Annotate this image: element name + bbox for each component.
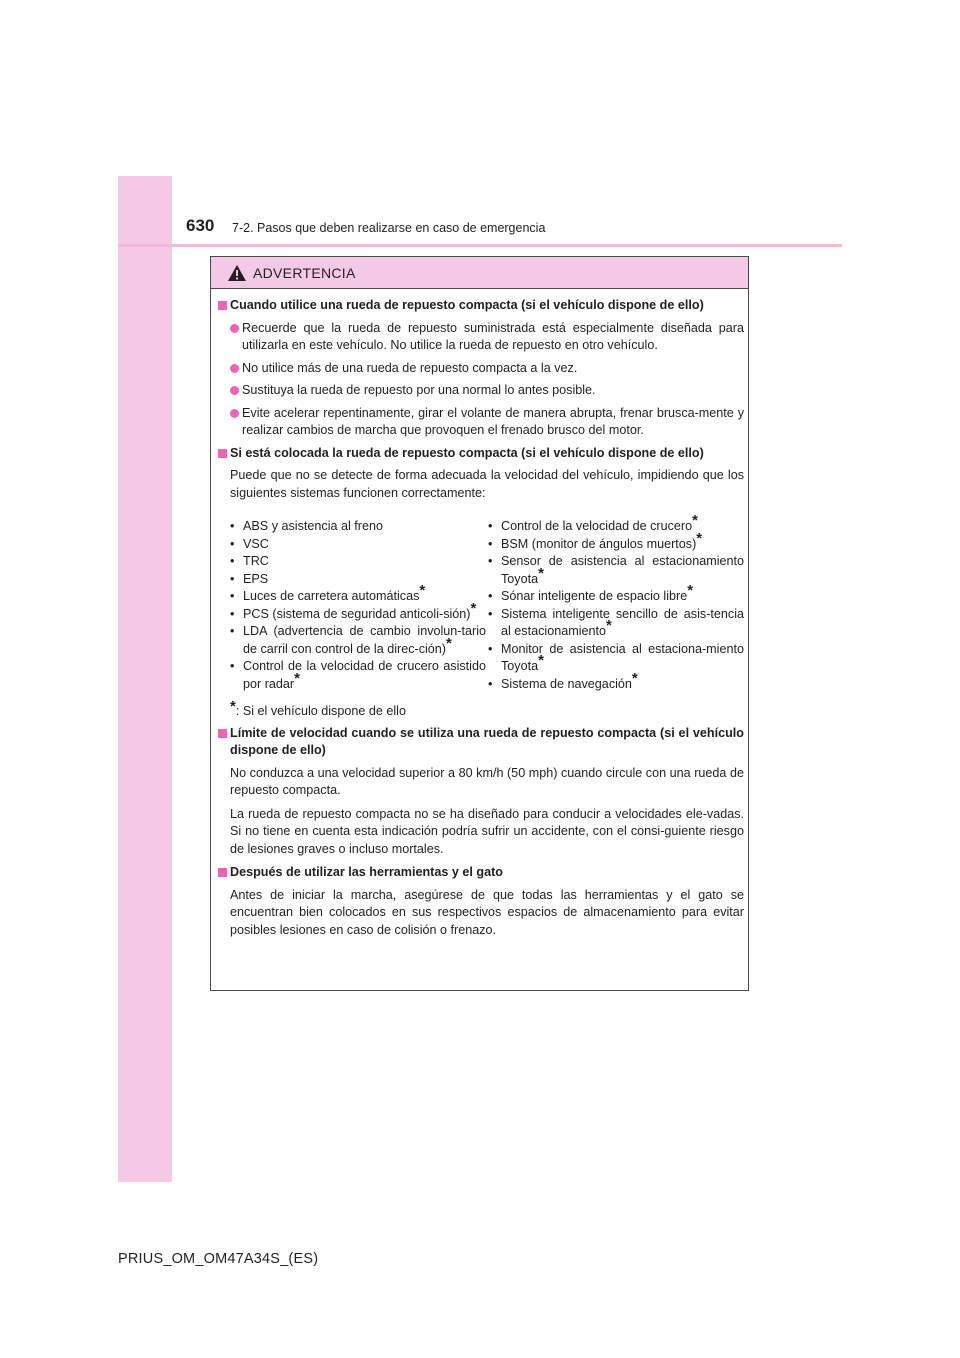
systems-list-right — [486, 512, 744, 693]
page-number: 630 — [186, 216, 215, 235]
paragraph: Puede que no se detecte de forma adecuada la velocidad del vehículo, impidiendo que los siguientes sistemas funcionen correctamente: — [230, 468, 744, 500]
list-item: Evite acelerar repentinamente, girar el volante de manera abrupta, frenar brusca-mente y realizar cambios de marcha que provoquen el frenado brusco del motor. — [217, 405, 744, 440]
document-code: PRIUS_OM_OM47A34S_(ES) — [118, 1251, 319, 1267]
paragraph: La rueda de repuesto compacta no se ha diseñado para conducir a velocidades ele-vadas. Si no tiene en cuenta esta indicación podría sufrir un accidente, con el consi-guiente riesgo de lesiones graves o incluso mortales. — [230, 806, 744, 856]
list-item: • Sensor de asistencia al estacionamiento Toyota* — [488, 554, 744, 586]
section-heading: Si está colocada la rueda de repuesto compacta (si el vehículo dispone de ello) — [217, 445, 744, 463]
square-bullet-icon — [218, 301, 227, 310]
circle-bullet-icon — [230, 386, 239, 395]
list-item: • Monitor de asistencia al estaciona-miento Toyota* — [488, 641, 744, 673]
paragraph: Antes de iniciar la marcha, asegúrese de que todas las herramientas y el gato se encuentran bien colocados en sus respectivos espacios de almacenamiento para evitar posibles lesiones en caso de colisión o frenazo. — [230, 887, 744, 937]
warning-triangle-icon — [227, 264, 247, 282]
list-item: • VSC — [230, 536, 269, 551]
list-item: • Sónar inteligente de espacio libre* — [488, 582, 694, 603]
list-item: Recuerde que la rueda de repuesto suministrada está especialmente diseñada para utilizarla en este vehículo. No utilice la rueda de repuesto en otro vehículo. — [217, 320, 744, 355]
section-heading: Límite de velocidad cuando se utiliza una rueda de repuesto compacta (si el vehículo dispone de ello) — [217, 725, 744, 760]
list-item: • EPS — [230, 571, 269, 586]
list-item: • LDA (advertencia de cambio involun-tario de carril con control de la direc-ción)* — [230, 624, 486, 656]
paragraph: No conduzca a una velocidad superior a 80 km/h (50 mph) cuando circule con una rueda de repuesto compacta. — [230, 765, 744, 797]
warning-box — [210, 256, 749, 991]
circle-bullet-icon — [230, 324, 239, 333]
square-bullet-icon — [218, 868, 227, 877]
section-heading: Cuando utilice una rueda de repuesto compacta (si el vehículo dispone de ello) — [217, 297, 744, 315]
list-item: Sustituya la rueda de repuesto por una normal lo antes posible. — [217, 382, 744, 400]
list-item: • TRC — [230, 554, 269, 568]
list-item: • Control de la velocidad de crucero asistido por radar* — [230, 659, 486, 691]
list-item: • ABS y asistencia al freno — [230, 519, 384, 533]
warning-content — [217, 297, 744, 945]
square-bullet-icon — [218, 729, 227, 738]
list-item: • Control de la velocidad de crucero* — [488, 512, 698, 533]
list-item: • Sistema de navegación* — [488, 669, 638, 691]
circle-bullet-icon — [230, 364, 239, 373]
list-item: No utilice más de una rueda de repuesto compacta a la vez. — [217, 360, 744, 378]
section-heading: Después de utilizar las herramientas y el gato — [217, 864, 744, 882]
list-item: • BSM (monitor de ángulos muertos)* — [488, 529, 703, 551]
circle-bullet-icon — [230, 409, 239, 418]
square-bullet-icon — [218, 449, 227, 458]
list-item: • Luces de carretera automáticas* — [230, 582, 426, 603]
header-rule — [118, 244, 842, 247]
section-title: 7-2. Pasos que deben realizarse en caso de emergencia — [232, 221, 546, 235]
side-band — [118, 176, 172, 1182]
systems-list-left — [230, 518, 486, 693]
footnote: *: Si el vehículo dispone de ello — [230, 698, 406, 718]
warning-header — [211, 257, 748, 289]
list-item: • PCS (sistema de seguridad anticoli-sión)* — [230, 599, 477, 621]
warning-title: ADVERTENCIA — [253, 265, 356, 281]
systems-list — [217, 512, 744, 693]
list-item: • Sistema inteligente sencillo de asis-tencia al estacionamiento* — [488, 606, 744, 638]
